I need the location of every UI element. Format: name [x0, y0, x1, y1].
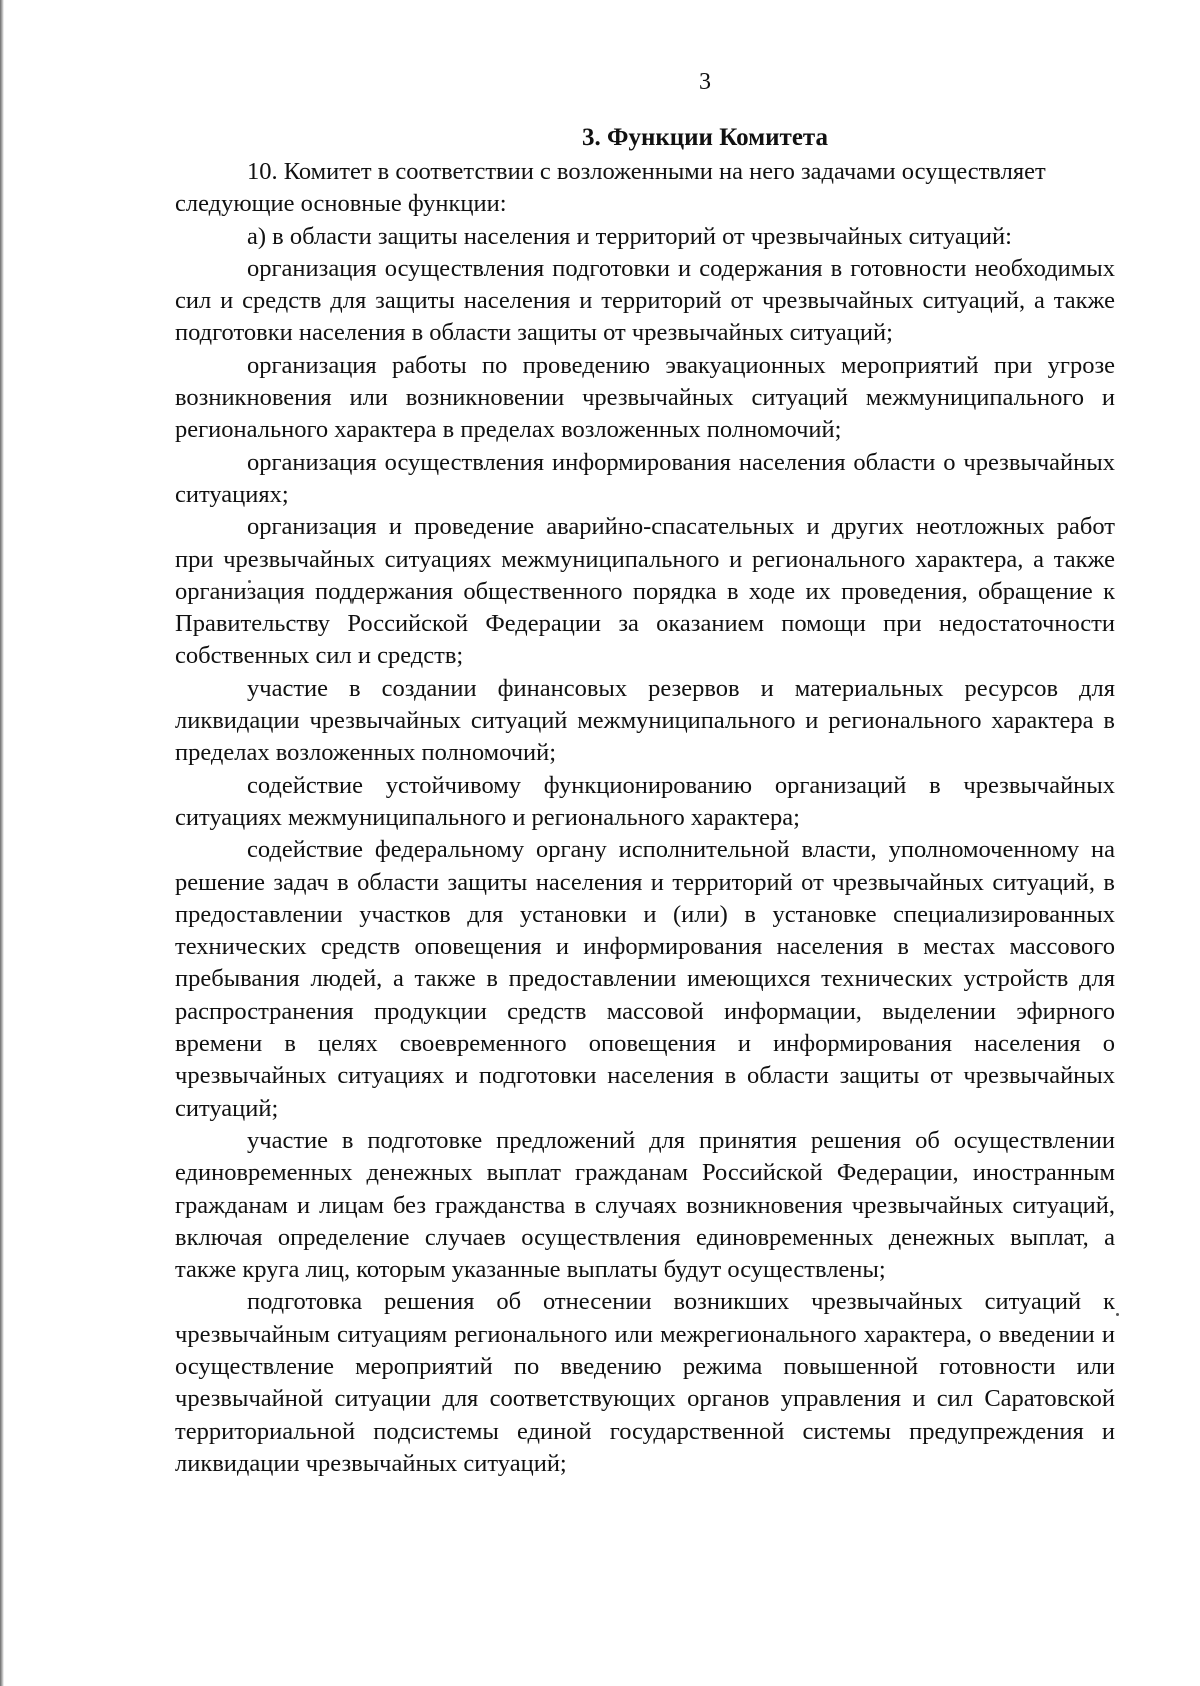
paragraph: организация работы по проведению эвакуационных мероприятий при угрозе возникновения или возникновении чрезвычайных ситуаций межмуниципального и регионального характера в пределах возложенных полномочий;	[175, 351, 1115, 444]
section-title: 3. Функции Комитета	[581, 124, 829, 151]
paragraph: подготовка решения об отнесении возникших чрезвычайных ситуаций к чрезвычайным ситуациям регионального или межрегионального характера, о введении и осуществление мероприятий по введению режима повышенной готовности или чрезвычайной ситуации для соответствующих органов управления и сил Саратовской территориальной подсистемы единой государственной системы предупреждения и ликвидации чрезвычайных ситуаций;	[175, 1288, 1115, 1477]
paragraph: организация осуществления информирования населения области о чрезвычайных ситуациях;	[175, 448, 1115, 508]
paragraph: а) в области защиты населения и территорий от чрезвычайных ситуаций:	[247, 222, 1012, 250]
document-page	[175, 62, 1115, 1480]
page-number: 3	[699, 69, 711, 95]
paragraph: участие в подготовке предложений для принятия решения об осуществлении единовременных денежных выплат гражданам Российской Федерации, иностранным гражданам и лицам без гражданства в случаях возникновения чрезвычайных ситуаций, включая определение случаев осуществления единовременных денежных выплат, а также круга лиц, которым указанные выплаты будут осуществлены;	[175, 1126, 1115, 1284]
paragraph: содействие устойчивому функционированию организаций в чрезвычайных ситуациях межмуниципального и регионального характера;	[175, 771, 1115, 831]
paragraph: организация и проведение аварийно-спасательных и других неотложных работ при чрезвычайных ситуациях межмуниципального и регионального характера, а также организация поддержания общественного порядка в ходе их проведения, обращение к Правительству Российской Федерации за оказанием помощи при недостаточности собственных сил и средств;	[175, 513, 1115, 670]
scan-left-edge	[0, 0, 4, 1686]
paragraph: участие в создании финансовых резервов и материальных ресурсов для ликвидации чрезвычайных ситуаций межмуниципального и регионального характера в пределах возложенных полномочий;	[175, 674, 1115, 767]
scan-speck	[1116, 1313, 1119, 1316]
paragraph: 10. Комитет в соответствии с возложенными на него задачами осуществляет следующие основные функции:	[175, 158, 1046, 218]
paragraph: организация осуществления подготовки и содержания в готовности необходимых сил и средств для защиты населения и территорий от чрезвычайных ситуаций, а также подготовки населения в области защиты от чрезвычайных ситуаций;	[175, 254, 1115, 347]
paragraph: содействие федеральному органу исполнительной власти, уполномоченному на решение задач в области защиты населения и территорий от чрезвычайных ситуаций, в предоставлении участков для установки и (или) в установке специализированных технических средств оповещения и информирования населения в местах массового пребывания людей, а также в предоставлении имеющихся технических устройств для распространения продукции средств массовой информации, выделении эфирного времени в целях своевременного оповещения и информирования населения о чрезвычайных ситуациях и подготовки населения в области защиты от чрезвычайных ситуаций;	[175, 836, 1115, 1122]
